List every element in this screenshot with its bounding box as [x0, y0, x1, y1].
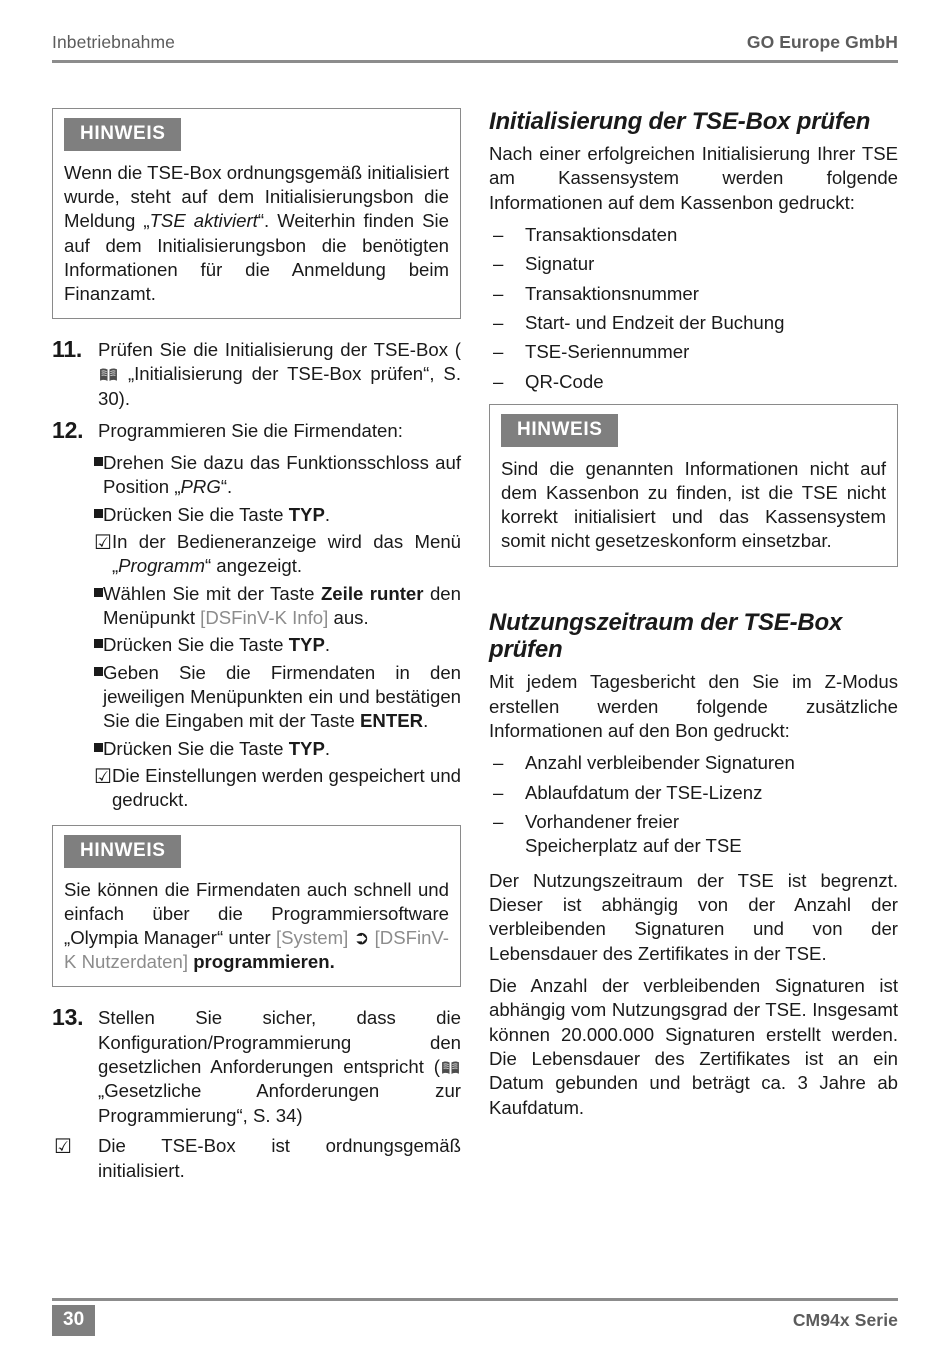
text-part: . [324, 737, 331, 759]
note-box-initialisierungsbon [52, 108, 461, 319]
checkbox-icon: ☑ [94, 766, 112, 789]
step-text [98, 335, 461, 411]
note-box-olympia-manager [52, 825, 461, 988]
text-part: Drehen Sie dazu das Funktionsschloss auf Position „ [103, 451, 461, 498]
sublist-item-text [103, 451, 461, 500]
text-part: Wählen Sie mit der Taste [103, 582, 321, 604]
section-1-dash-list [489, 223, 898, 394]
text-part: Geben Sie die Firmendaten in den jeweiligen Menüpunkten ein und bestätigen Sie die Eingaben mit der Taste [103, 661, 461, 732]
square-bullet-icon [52, 661, 103, 684]
text-part: In der Bedieneranzeige wird das Menü „ [111, 530, 461, 577]
text-part: . [423, 710, 429, 732]
dash-bullet-icon: – [493, 810, 504, 832]
final-result-text: Die TSE-Box ist ordnungsgemäß initialisiert. [98, 1135, 461, 1181]
step-text [98, 1003, 461, 1128]
section-2-dash-list [489, 751, 898, 858]
text-part: Drücken Sie die Taste [103, 737, 289, 759]
text-bold: ENTER [360, 710, 424, 732]
note-text-part-1: Wenn die TSE-Box ordnungsgemäß initialisiert wurde, steht auf dem Initialisierungsbon die Meldung „ [64, 162, 449, 232]
dash-item-text: Transaktionsnummer [525, 282, 699, 304]
menu-path-nutzerdaten: [DSFinV-K Nutzerdaten] [64, 927, 449, 973]
square-bullet-icon [52, 503, 103, 526]
dash-item-text: Vorhandener freier Speicherplatz auf der TSE [525, 810, 742, 857]
section-1-intro: Nach einer erfolgreichen Initialisierung Ihrer TSE am Kassensystem werden folgende Informationen auf dem Kassenbon gedruckt: [489, 142, 898, 213]
text-bold: TYP [288, 634, 325, 656]
text-part: . [324, 503, 331, 525]
step-number: 11. [52, 336, 83, 363]
text-italic: Programm [118, 555, 205, 577]
note-badge: HINWEIS [64, 118, 181, 151]
dash-list-item [489, 252, 898, 276]
dash-bullet-icon: – [493, 341, 504, 363]
note-badge: HINWEIS [501, 414, 618, 447]
menu-path-system: [System] [275, 927, 349, 949]
section-2-paragraph-1: Der Nutzungszeitraum der TSE ist begrenzt. Dieser ist abhängig von der Anzahl der verbleibenden Signaturen und von der Lebensdauer des Zertifikates in der TSE. [489, 869, 898, 964]
final-result-item [52, 1134, 461, 1183]
text-part: Drücken Sie die Taste [103, 503, 289, 525]
page-header [52, 32, 898, 63]
dash-bullet-icon: – [493, 311, 504, 333]
note-box-kassenbon [489, 404, 898, 567]
arrow-right-icon: ➲ [353, 928, 370, 950]
note-text-italic: TSE aktiviert [149, 210, 258, 232]
text-part: “. [220, 476, 233, 498]
sublist-item-text [103, 582, 461, 631]
text-part: „Gesetzliche Anforderungen zur Programmierung“, S. 34) [98, 1080, 461, 1126]
footer-product-series: CM94x Serie [792, 1310, 898, 1330]
left-column [52, 108, 461, 1183]
step-12-sublist [52, 451, 461, 813]
dash-item-text: Transaktionsdaten [525, 223, 678, 245]
dash-list-item [489, 311, 898, 335]
square-bullet-icon [52, 451, 103, 474]
text-bold: TYP [288, 503, 325, 525]
text-part: den Menüpunkt [103, 582, 461, 629]
dash-list-item [489, 751, 898, 775]
menu-item-reference: [DSFinV-K Info] [200, 607, 329, 629]
sublist-item [52, 451, 461, 500]
text-part: Sie können die Firmendaten auch schnell und einfach über die Programmiersoftware „Olympia Manager“ unter [64, 878, 449, 949]
sublist-item [52, 661, 461, 734]
checkbox-icon: ☑ [54, 1136, 72, 1159]
text-part: Stellen Sie sicher, dass die Konfiguration/Programmierung den gesetzlichen Anforderungen entspricht ( [98, 1007, 461, 1078]
dash-list-item [489, 370, 898, 394]
text-bold: TYP [288, 737, 325, 759]
sublist-item-text [112, 530, 461, 579]
dash-bullet-icon: – [493, 781, 504, 803]
dash-list-item [489, 282, 898, 306]
text-part: aus. [328, 607, 369, 629]
header-chapter-title: Inbetriebnahme [52, 32, 176, 52]
step-text-part-1: Prüfen Sie die Initialisierung der TSE-Box ( [98, 339, 461, 361]
step-12 [52, 416, 461, 446]
section-spacer [489, 583, 898, 609]
text-bold: Zeile runter [320, 582, 424, 604]
section-2-paragraph-2: Die Anzahl der verbleibenden Signaturen ist abhängig vom Nutzungsgrad der TSE. Insgesamt können 20.000.000 Signaturen erstellt werden. Die Lebensdauer des Zertifikates ist an ein Datum gebunden und beträgt ca. 3 Jahre ab Kaufdatum. [489, 975, 898, 1118]
sublist-item-text: Die Einstellungen werden gespeichert und gedruckt. [111, 765, 461, 811]
step-text: Programmieren Sie die Firmendaten: [98, 420, 403, 442]
section-2-intro: Mit jedem Tagesbericht den Sie im Z-Modus erstellen werden folgende zusätzliche Informationen auf den Bon gedruckt: [489, 671, 898, 741]
square-bullet-icon [52, 737, 103, 760]
sublist-item-text [103, 737, 461, 761]
note-body [64, 878, 449, 975]
sublist-item [52, 737, 461, 761]
book-icon [99, 364, 118, 379]
step-13 [52, 1003, 461, 1128]
dash-item-text: Signatur [525, 253, 595, 275]
content-columns [52, 108, 898, 1183]
note-body: Sind die genannten Informationen nicht auf dem Kassenbon zu finden, ist die TSE nicht korrekt initialisiert und das Kassensystem somit nicht gesetzeskonform einsetzbar. [501, 457, 886, 552]
dash-list-item [489, 810, 898, 859]
sublist-item-text [103, 661, 461, 734]
section-heading-nutzungszeitraum: Nutzungszeitraum der TSE-Box prüfen [489, 608, 843, 664]
text-italic: PRG [180, 476, 221, 498]
dash-item-text: Ablaufdatum der TSE-Lizenz [525, 781, 763, 803]
dash-list-item [489, 340, 898, 364]
dash-list-item [489, 223, 898, 247]
sublist-item-text [103, 503, 461, 527]
dash-item-text: QR-Code [525, 370, 604, 392]
square-bullet-icon [52, 633, 103, 656]
sublist-item [52, 530, 461, 579]
dash-item-text: Start- und Endzeit der Buchung [525, 311, 785, 333]
sublist-item [52, 764, 461, 813]
dash-item-text: Anzahl verbleibender Signaturen [525, 752, 795, 774]
note-text-part-2: “. Weiterhin finden Sie auf dem Initialisierungsbon die benötigten Informationen für die Anmeldung beim Finanzamt. [64, 210, 450, 304]
sublist-item [52, 503, 461, 527]
text-part: “ angezeigt. [204, 555, 303, 577]
step-number: 12. [52, 417, 84, 444]
page-footer [52, 1298, 898, 1334]
dash-bullet-icon: – [493, 370, 504, 392]
dash-item-text: TSE-Seriennummer [525, 341, 690, 363]
book-icon [441, 1057, 460, 1072]
sublist-item [52, 582, 461, 631]
note-badge: HINWEIS [64, 835, 181, 868]
dash-list-item [489, 781, 898, 805]
text-part: Drücken Sie die Taste [103, 634, 289, 656]
text-part: . [324, 634, 331, 656]
text-part: programmieren. [188, 951, 335, 973]
note-body [64, 161, 449, 306]
step-number: 13. [52, 1004, 84, 1031]
right-column [489, 108, 898, 1183]
sublist-item [52, 633, 461, 657]
checkbox-icon: ☑ [94, 531, 112, 554]
dash-bullet-icon: – [493, 752, 504, 774]
dash-bullet-icon: – [493, 223, 504, 245]
header-company-name: GO Europe GmbH [746, 32, 898, 52]
page-number: 30 [52, 1305, 95, 1336]
dash-bullet-icon: – [493, 253, 504, 275]
square-bullet-icon [52, 582, 103, 605]
dash-bullet-icon: – [493, 282, 504, 304]
section-heading-initialisierung: Initialisierung der TSE-Box prüfen [489, 108, 871, 135]
step-text-part-2: „Initialisierung der TSE-Box prüfen“, S. 30). [98, 363, 461, 409]
step-11 [52, 335, 461, 411]
sublist-item-text [103, 633, 461, 657]
